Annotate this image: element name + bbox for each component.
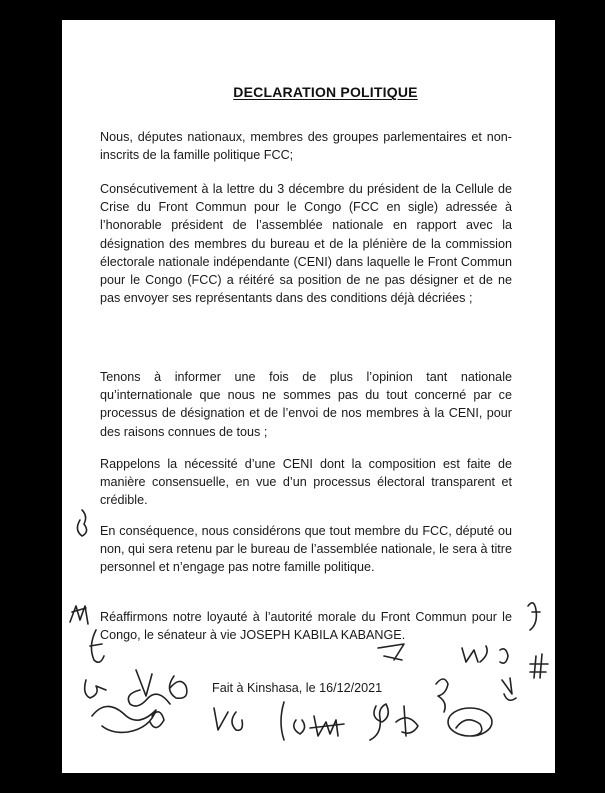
place-and-date: Fait à Kinshasa, le 16/12/2021 xyxy=(212,681,383,695)
document-title: DECLARATION POLITIQUE xyxy=(233,84,418,100)
document-page xyxy=(62,20,555,773)
paragraph-1: Nous, députes nationaux, membres des groupes parlementaires et non-inscrits de la famille politique FCC; xyxy=(100,130,512,163)
paragraph-6: Réaffirmons notre loyauté à l’autorité morale du Front Commun pour le Congo, le sénateur à vie JOSEPH KABILA KABANGE. xyxy=(100,610,512,643)
paragraph-5: En conséquence, nous considérons que tout membre du FCC, député ou non, qui sera retenu par le bureau de l’assemblée nationale, le sera à titre personnel et n’engage pas notre famille politique. xyxy=(100,524,512,575)
paragraph-3: Tenons à informer une fois de plus l’opinion tant nationale qu’internationale que nous ne sommes pas du tout concerné par ce processus de désignation et de l’envoi de nos membres à la CENI, pour des raisons connues de tous ; xyxy=(100,370,512,439)
paragraph-2: Consécutivement à la lettre du 3 décembre du président de la Cellule de Crise du Front Commun pour le Congo (FCC en sigle) adressée à l’honorable président de l’assemblée nationale en rapport avec la désignation des membres du bureau et de la plénière de la commission électorale nationale indépendante (CENI) dans laquelle le Front Commun pour le Congo (FCC) a réitéré sa position de ne pas désigner et de ne pas envoyer ses représentants dans des conditions déjà décriées ; xyxy=(100,182,512,306)
paragraph-4: Rappelons la nécessité d’une CENI dont la composition est faite de manière consensuelle, en vue d’un processus électoral transparent et crédible. xyxy=(100,457,512,508)
